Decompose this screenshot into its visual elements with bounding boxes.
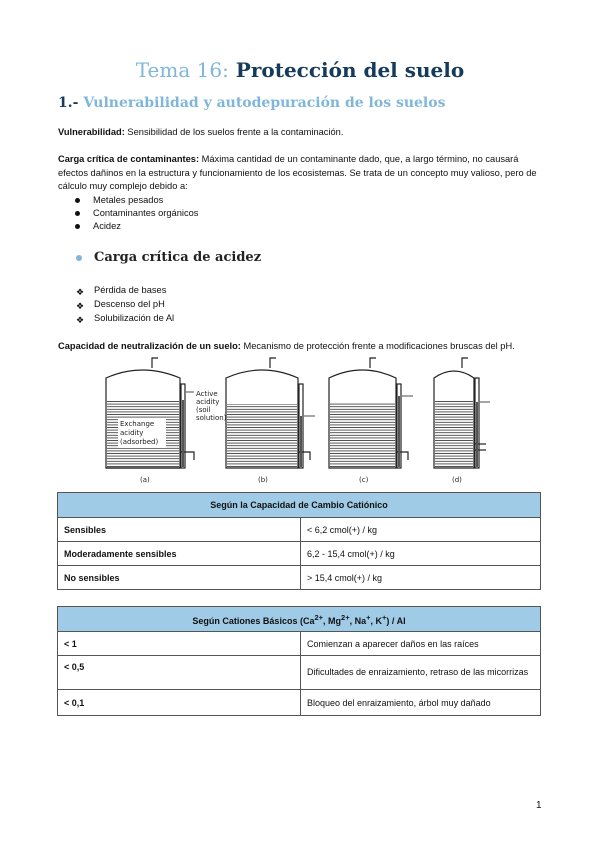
header-text: , K xyxy=(370,615,383,626)
table-cell: < 0,1 xyxy=(58,690,301,716)
carga-paragraph xyxy=(58,153,548,194)
vulnerabilidad-paragraph xyxy=(58,126,548,140)
table-cell: Moderadamente sensibles xyxy=(58,542,301,566)
list-item: Contaminantes orgánicos xyxy=(58,207,198,220)
subheading-carga-acidez xyxy=(76,250,261,265)
table-cell: < 1 xyxy=(58,632,301,656)
table-row xyxy=(58,656,541,690)
carga-text: Máxima cantidad de un contaminante dado, que, a largo término, no causará efectos dañinos en la estructura y funcionamiento de los ecosistemas. Se trata de un concepto muy valioso, pero de cálculo muy complejo debido a: xyxy=(58,154,537,191)
sup-ca: 2+ xyxy=(314,612,324,622)
capacidad-text: Mecanismo de protección frente a modificaciones bruscas del pH. xyxy=(243,341,515,351)
liquid-c xyxy=(330,402,395,467)
list-item-text: Solubilización de Al xyxy=(94,313,175,323)
capacidad-label: Capacidad de neutralización de un suelo: xyxy=(58,341,241,351)
sup-k: + xyxy=(382,612,387,622)
section-title: Vulnerabilidad y autodepuración de los suelos xyxy=(83,95,446,111)
label-active: Active xyxy=(196,390,218,398)
header-text: , Na xyxy=(349,615,367,626)
page-title xyxy=(0,58,600,82)
caption-b: (b) xyxy=(258,476,268,484)
label-adsorbed: (adsorbed) xyxy=(120,438,159,446)
list-item xyxy=(76,297,174,311)
table-row xyxy=(58,566,541,590)
vulnerabilidad-text: Sensibilidad de los suelos frente a la contaminación. xyxy=(127,127,344,137)
table-cell: Bloqueo del enraizamiento, árbol muy dañado xyxy=(301,690,541,716)
caption-a: (a) xyxy=(140,476,150,484)
acidez-list xyxy=(76,283,174,325)
caption-c: (c) xyxy=(359,476,369,484)
sup-mg: 2+ xyxy=(341,612,350,622)
table-row xyxy=(58,542,541,566)
label-exchange-acidity: acidity xyxy=(120,429,144,437)
section-number: 1.- xyxy=(58,95,79,111)
capacidad-paragraph xyxy=(58,340,548,354)
table-cell: Sensibles xyxy=(58,518,301,542)
cationes-table xyxy=(57,606,541,716)
table-row xyxy=(58,518,541,542)
cic-table-header: Según la Capacidad de Cambio Catiónico xyxy=(58,493,541,518)
subheading-text: Carga crítica de acidez xyxy=(94,250,262,265)
page-number: 1 xyxy=(536,800,542,811)
label-exchange: Exchange xyxy=(120,420,155,428)
carga-list xyxy=(58,194,198,233)
table-row xyxy=(58,690,541,716)
header-text: , Mg xyxy=(323,615,342,626)
bullet-icon xyxy=(76,255,82,261)
table-row xyxy=(58,632,541,656)
diamond-bullet-icon: ❖ xyxy=(76,301,85,311)
list-item-text: Pérdida de bases xyxy=(94,285,167,295)
table-cell: Comienzan a aparecer daños en las raíces xyxy=(301,632,541,656)
table-cell: Dificultades de enraizamiento, retraso de las micorrizas xyxy=(301,656,541,690)
table-cell: < 0,5 xyxy=(58,656,301,690)
list-item: Acidez xyxy=(58,220,198,233)
cationes-table-header xyxy=(58,607,541,632)
label-solution: solution) xyxy=(196,414,227,422)
table-cell: 6,2 - 15,4 cmol(+) / kg xyxy=(301,542,541,566)
header-text: Según Cationes Básicos (Ca xyxy=(192,615,315,626)
acidity-tanks-figure xyxy=(102,356,502,486)
header-text: ) / Al xyxy=(386,615,406,626)
table-cell: No sensibles xyxy=(58,566,301,590)
caption-d: (d) xyxy=(452,476,462,484)
title-prefix: Tema 16: xyxy=(135,58,229,82)
list-item xyxy=(76,283,174,297)
table-cell: > 15,4 cmol(+) / kg xyxy=(301,566,541,590)
carga-label: Carga crítica de contaminantes: xyxy=(58,154,200,164)
list-item xyxy=(76,311,174,325)
liquid-b xyxy=(227,404,297,467)
vulnerabilidad-label: Vulnerabilidad: xyxy=(58,127,125,137)
title-main: Protección del suelo xyxy=(235,58,465,82)
list-item-text: Descenso del pH xyxy=(94,299,165,309)
diamond-bullet-icon: ❖ xyxy=(76,287,85,297)
section-heading xyxy=(58,95,445,111)
cic-table xyxy=(57,492,541,590)
table-cell: < 6,2 cmol(+) / kg xyxy=(301,518,541,542)
list-item: Metales pesados xyxy=(58,194,198,207)
sup-na: + xyxy=(366,612,371,622)
label-acidity: acidity xyxy=(196,398,220,406)
label-soil: (soil xyxy=(196,406,211,414)
diamond-bullet-icon: ❖ xyxy=(76,315,85,325)
liquid-d xyxy=(435,400,473,467)
